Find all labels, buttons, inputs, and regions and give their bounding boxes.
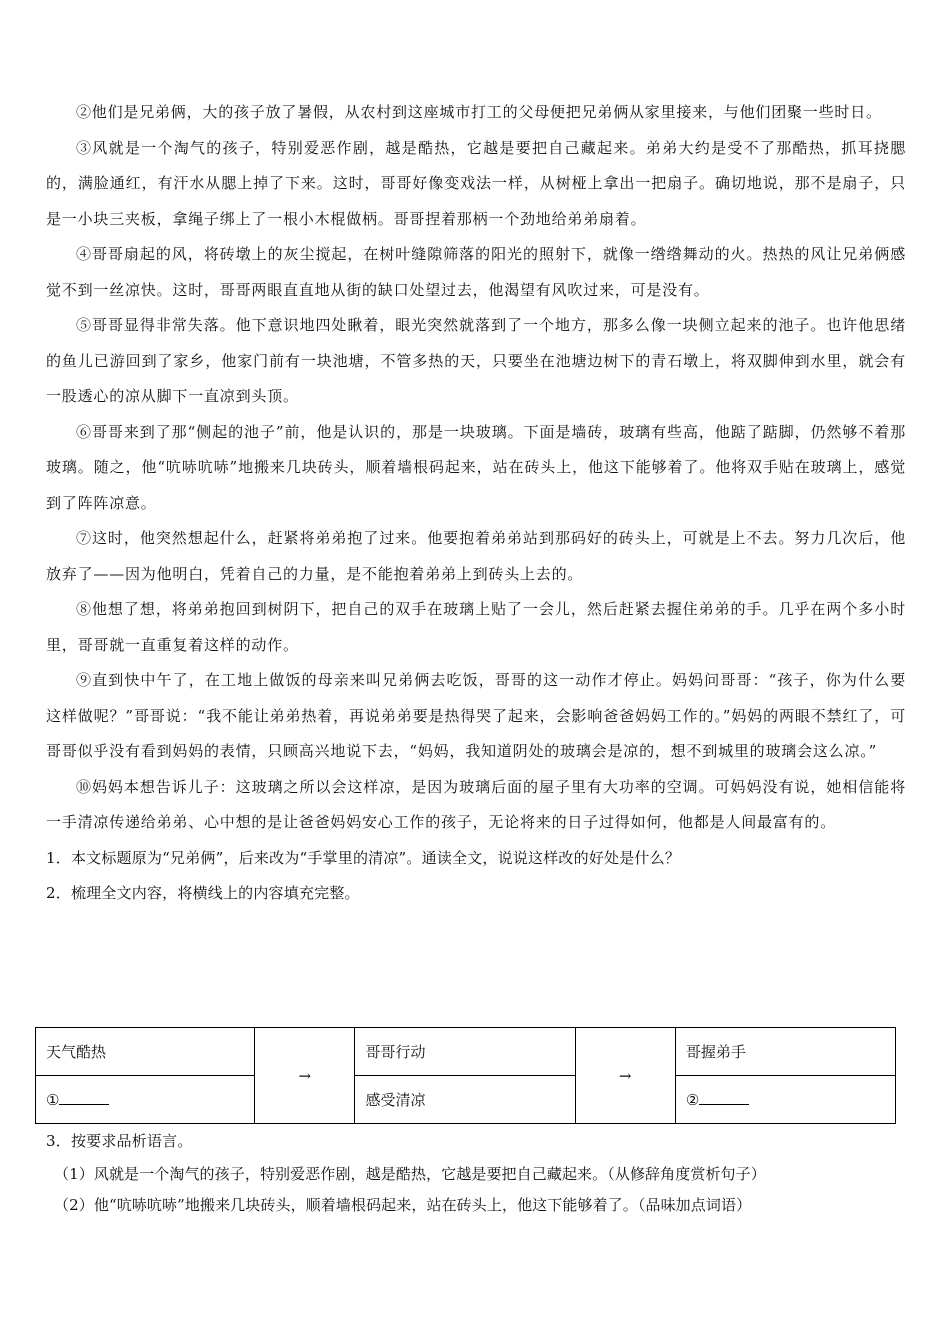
blank-label-2: ② xyxy=(685,1091,700,1109)
fill-blank-2[interactable] xyxy=(699,1090,749,1105)
paragraph-6: ⑥哥哥来到了那“侧起的池子”前，他是认识的，那是一块玻璃。下面是墙砖，玻璃有些高，他踮了踮脚，仍然够不着那玻璃。随之，他“吭哧吭哧”地搬来几块砖头，顺着墙根码起来，站在砖头上，他这下能够着了。他将双手贴在玻璃上，感觉到了阵阵凉意。 xyxy=(46,422,906,512)
question-1: 1．本文标题原为“兄弟俩”，后来改为“手掌里的清凉”。通读全文，说说这样改的好处是什么？ xyxy=(46,848,681,867)
paragraph-8: ⑧他想了想，将弟弟抱回到树阴下，把自己的双手在玻璃上贴了一会儿，然后赶紧去握住弟弟的手。几乎在两个多小时里，哥哥就一直重复着这样的动作。 xyxy=(46,600,906,654)
paragraph-5: ⑤哥哥显得非常失落。他下意识地四处瞅着，眼光突然就落到了一个地方，那多么像一块侧立起来的池子。也许他思绪的鱼儿已游回到了家乡，他家门前有一块池塘，不管多热的天，只要坐在池塘边树下的青石墩上，将双脚伸到水里，就会有一股透心的凉从脚下一直凉到头顶。 xyxy=(46,316,906,405)
flow-cell-brother-action: 哥哥行动 xyxy=(355,1028,575,1076)
blank-label-1: ① xyxy=(46,1091,60,1109)
flow-cell-weather: 天气酷热 xyxy=(36,1028,255,1076)
flow-cell-feel-cool: 感受清凉 xyxy=(355,1076,575,1124)
question-3: 3．按要求品析语言。 xyxy=(46,1132,193,1150)
question-3-1: （1）风就是一个淘气的孩子，特别爱恶作剧，越是酷热，它越是要把自己藏起来。（从修辞角度赏析句子） xyxy=(54,1165,766,1183)
flow-cell-hold-hand: 哥握弟手 xyxy=(675,1028,895,1076)
flow-arrow-1: → xyxy=(255,1028,355,1124)
paragraph-2: ②他们是兄弟俩，大的孩子放了暑假，从农村到这座城市打工的父母便把兄弟俩从家里接来，与他们团聚一些时日。 xyxy=(76,103,882,121)
paragraph-7: ⑦这时，他突然想起什么，赶紧将弟弟抱了过来。他要抱着弟弟站到那码好的砖头上，可就是上不去。努力几次后，他放弃了——因为他明白，凭着自己的力量，是不能抱着弟弟上到砖头上去的。 xyxy=(46,529,906,583)
paragraph-4: ④哥哥扇起的风，将砖墩上的灰尘搅起，在树叶缝隙筛落的阳光的照射下，就像一绺绺舞动的火。热热的风让兄弟俩感觉不到一丝凉快。这时，哥哥两眼直直地从街的缺口处望过去，他渴望有风吹过来，可是没有。 xyxy=(46,245,906,299)
paragraph-3: ③风就是一个淘气的孩子，特别爱恶作剧，越是酷热，它越是要把自己藏起来。弟弟大约是受不了那酷热，抓耳挠腮的，满脸通红，有汗水从腮上掉了下来。这时，哥哥好像变戏法一样，从树桠上拿出一把扇子。确切地说，那不是扇子，只是一小块三夹板，拿绳子绑上了一根小木棍做柄。哥哥捏着那柄一个劲地给弟弟扇着。 xyxy=(46,138,906,228)
flow-arrow-2: → xyxy=(575,1028,675,1124)
question-2: 2．梳理全文内容，将横线上的内容填充完整。 xyxy=(46,883,360,902)
flow-table xyxy=(35,1027,896,1124)
paragraph-9: ⑨直到快中午了，在工地上做饭的母亲来叫兄弟俩去吃饭，哥哥的这一动作才停止。妈妈问哥哥：“孩子，你为什么要这样做呢？”哥哥说：“我不能让弟弟热着，再说弟弟要是热得哭了起来，会影响爸爸妈妈工作的。”妈妈的两眼不禁红了，可哥哥似乎没有看到妈妈的表情，只顾高兴地说下去，“妈妈，我知道阴处的玻璃会是凉的，想不到城里的玻璃会这么凉。” xyxy=(46,671,906,760)
paragraph-10: ⑩妈妈本想告诉儿子：这玻璃之所以会这样凉，是因为玻璃后面的屋子里有大功率的空调。可妈妈没有说，她相信能将一手清凉传递给弟弟、心中想的是让爸爸妈妈安心工作的孩子，无论将来的日子过得如何，他都是人间最富有的。 xyxy=(46,777,906,831)
question-3-2: （2）他“吭哧吭哧”地搬来几块砖头，顺着墙根码起来，站在砖头上，他这下能够着了。（品味加点词语） xyxy=(54,1196,752,1214)
question-3-block xyxy=(46,1124,906,1221)
flow-cell-blank-2 xyxy=(675,1076,895,1124)
fill-blank-1[interactable] xyxy=(59,1090,109,1105)
article xyxy=(46,95,906,911)
flow-cell-blank-1 xyxy=(36,1076,255,1124)
